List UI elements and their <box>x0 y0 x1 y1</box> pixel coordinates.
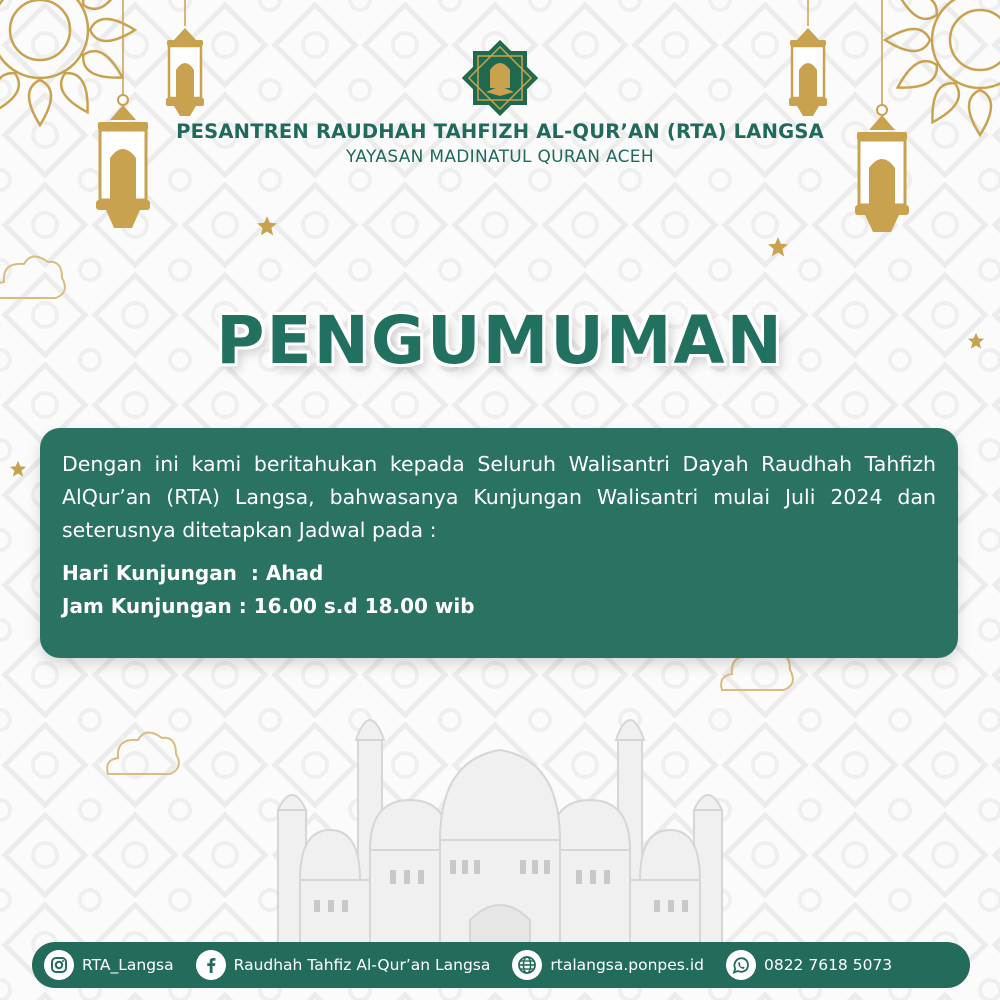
lantern-icon <box>785 0 831 120</box>
star-icon <box>767 236 789 258</box>
star-icon <box>256 215 278 237</box>
whatsapp-link[interactable] <box>726 950 892 980</box>
visit-schedule <box>62 557 936 623</box>
announcement-body: Dengan ini kami beritahukan kepada Seluruh Walisantri Dayah Raudhah Tahfizh AlQur’an (RTA) Langsa, bahwasanya Kunjungan Walisantri mulai Juli 2024 dan seterusnya ditetapkan Jadwal pada : <box>62 452 936 542</box>
whatsapp-number: 0822 7618 5073 <box>763 956 893 974</box>
cloud-icon <box>104 724 184 784</box>
mosque-illustration <box>270 700 730 950</box>
facebook-page-name: Raudhah Tahfiz Al-Qur’an Langsa <box>233 956 491 974</box>
facebook-link[interactable] <box>196 950 491 980</box>
instagram-icon <box>44 950 74 980</box>
star-icon <box>9 460 27 478</box>
contact-footer <box>32 942 970 988</box>
cloud-icon <box>0 248 70 308</box>
website-url: rtalangsa.ponpes.id <box>550 956 704 974</box>
visit-day-label: Hari Kunjungan : <box>62 561 266 585</box>
visit-day-row <box>62 557 936 590</box>
globe-icon <box>512 950 542 980</box>
lantern-icon <box>162 0 208 120</box>
mosque-quran-logo-icon <box>460 38 540 118</box>
website-link[interactable] <box>512 950 704 980</box>
visit-day-value: Ahad <box>265 561 324 585</box>
visit-time-row <box>62 590 936 623</box>
instagram-link[interactable] <box>44 950 174 980</box>
whatsapp-icon <box>726 950 756 980</box>
foundation-name: YAYASAN MADINATUL QURAN ACEH <box>346 147 654 167</box>
instagram-handle: RTA_Langsa <box>82 956 174 974</box>
header <box>0 120 1000 167</box>
visit-time-value: 16.00 s.d 18.00 wib <box>253 594 475 618</box>
announcement-card <box>40 428 958 658</box>
visit-time-label: Jam Kunjungan : <box>62 594 254 618</box>
organization-name: PESANTREN RAUDHAH TAHFIZH AL-QUR’AN (RTA) LANGSA <box>176 120 824 143</box>
page-title: PENGUMUMAN <box>216 302 784 379</box>
facebook-icon <box>196 950 226 980</box>
